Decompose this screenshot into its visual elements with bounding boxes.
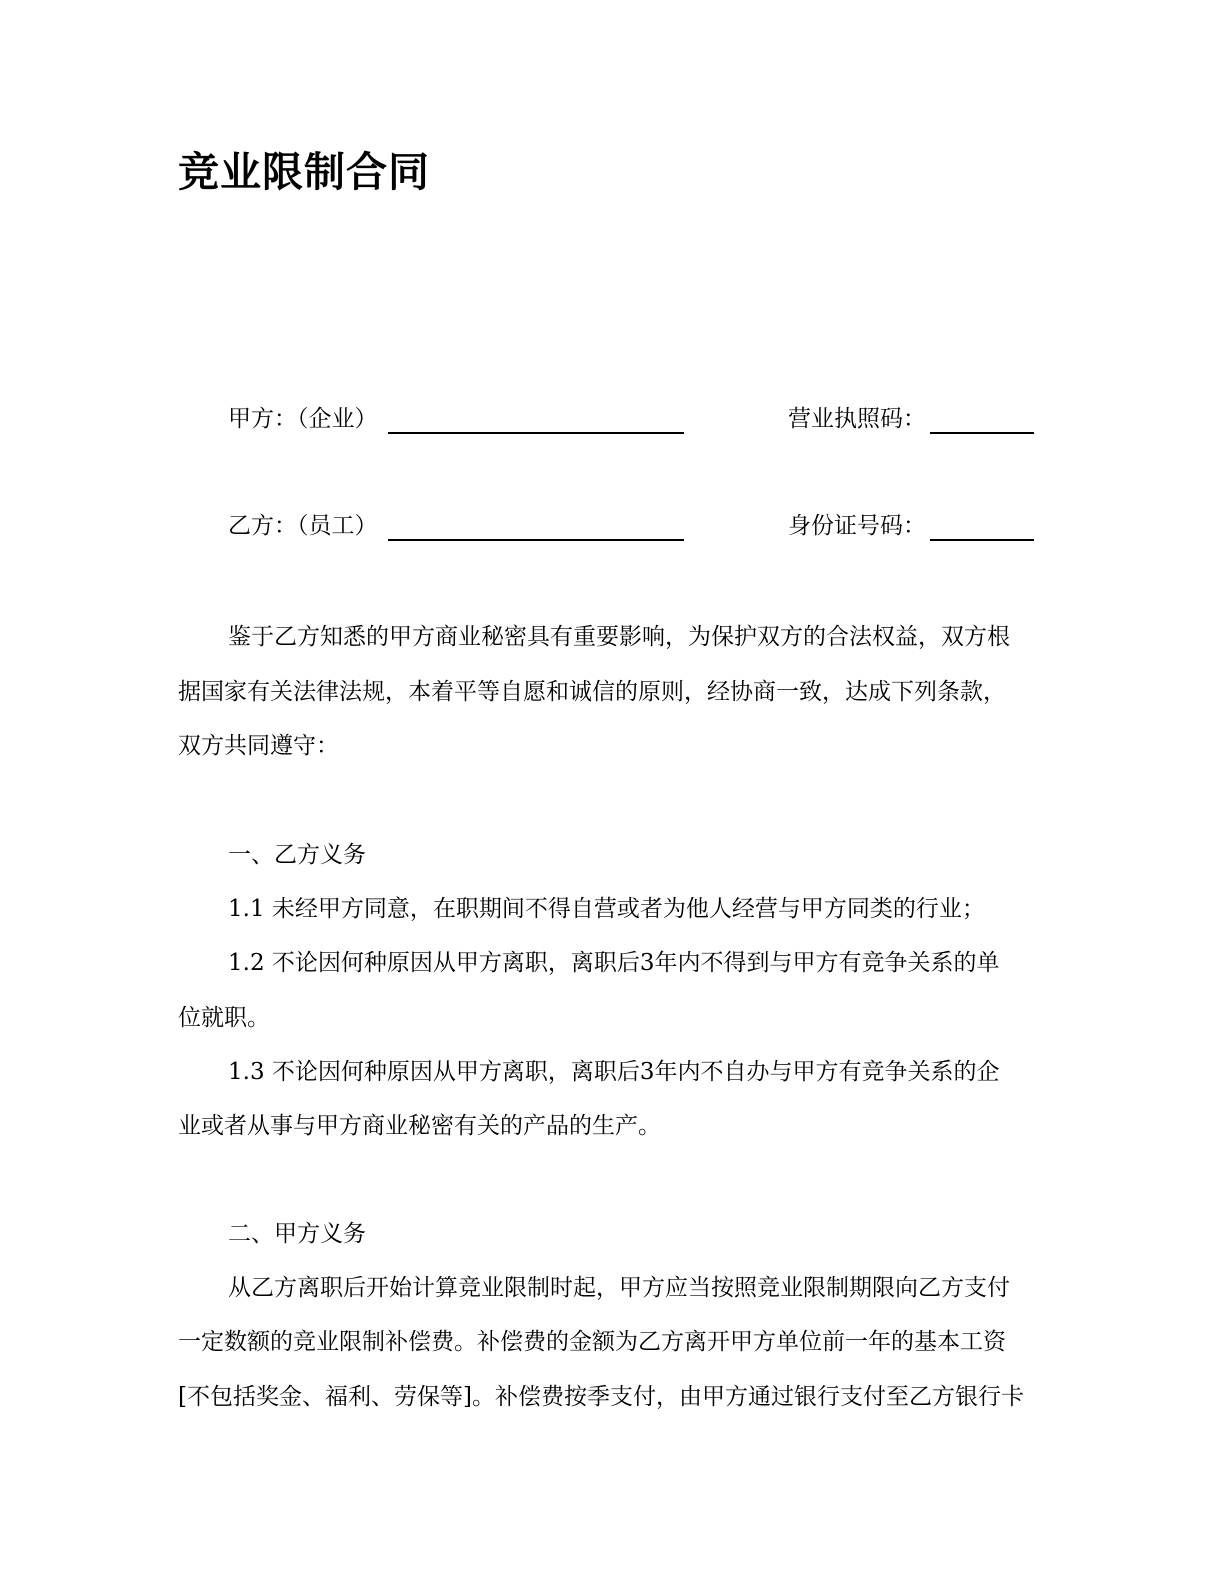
party-b-name-group xyxy=(228,511,684,541)
clause-1-3-cont: 业或者从事与甲方商业秘密有关的产品的生产。 xyxy=(178,1113,661,1139)
party-a-label: 甲方：（企业） xyxy=(228,406,378,432)
section-2-line: 从乙方离职后开始计算竞业限制时起，甲方应当按照竞业限制期限向乙方支付 xyxy=(228,1275,1010,1301)
clause-1-1: 1.1 未经甲方同意，在职期间不得自营或者为他人经营与甲方同类的行业； xyxy=(228,896,985,922)
id-number-label: 身份证号码： xyxy=(788,513,926,539)
document-title: 竞业限制合同 xyxy=(178,148,430,196)
section-2-line: [不包括奖金、福利、劳保等]。补偿费按季支付，由甲方通过银行支付至乙方银行卡 xyxy=(178,1384,1024,1410)
party-b-label: 乙方：（员工） xyxy=(228,513,378,539)
preamble-line: 据国家有关法律法规，本着平等自愿和诚信的原则，经协商一致，达成下列条款， xyxy=(178,679,1006,705)
section-1-heading: 一、乙方义务 xyxy=(228,842,366,868)
party-a-license-group xyxy=(788,404,1034,434)
party-b-id-group xyxy=(788,511,1034,541)
party-b-row xyxy=(228,511,1034,545)
party-b-name-blank[interactable] xyxy=(388,511,684,541)
clause-1-2: 1.2 不论因何种原因从甲方离职，离职后3年内不得到与甲方有竞争关系的单 xyxy=(228,950,1000,976)
party-a-name-blank[interactable] xyxy=(388,404,684,434)
party-a-name-group xyxy=(228,404,684,434)
preamble-line: 双方共同遵守： xyxy=(178,733,339,759)
preamble-line: 鉴于乙方知悉的甲方商业秘密具有重要影响，为保护双方的合法权益，双方根 xyxy=(228,624,1010,650)
business-license-blank[interactable] xyxy=(930,404,1034,434)
section-2-heading: 二、甲方义务 xyxy=(228,1221,366,1247)
clause-1-3: 1.3 不论因何种原因从甲方离职，离职后3年内不自办与甲方有竞争关系的企 xyxy=(228,1059,1000,1085)
business-license-label: 营业执照码： xyxy=(788,406,926,432)
party-a-row xyxy=(228,404,1034,438)
id-number-blank[interactable] xyxy=(930,511,1034,541)
section-2-line: 一定数额的竞业限制补偿费。补偿费的金额为乙方离开甲方单位前一年的基本工资 xyxy=(178,1329,1006,1355)
clause-1-2-cont: 位就职。 xyxy=(178,1005,270,1031)
